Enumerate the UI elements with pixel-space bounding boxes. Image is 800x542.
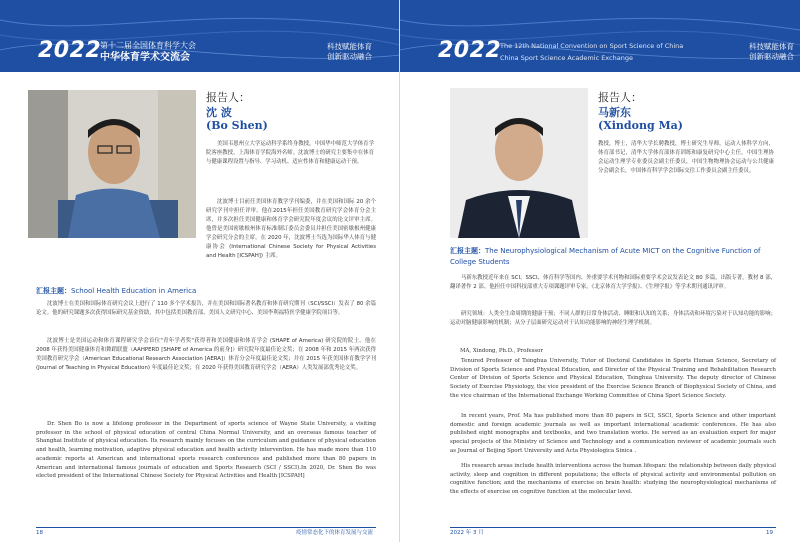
reporter-photo-xindong-ma [450, 88, 588, 238]
header-conference-name [500, 41, 683, 63]
theme-line-2: 创新驱动融合 [327, 52, 372, 61]
right-header-banner [400, 0, 800, 72]
left-reporter-label: 报告人： [206, 91, 250, 104]
header-year: 2022 [438, 38, 502, 63]
right-reporter-name-en: (Xindong Ma) [598, 119, 683, 132]
left-footer-text: 疫情常态化下的体育发展与交流 [296, 530, 374, 536]
header-year: 2022 [38, 38, 102, 63]
right-summary-cn-1: 马新东教授近年来在 SCI、SSCI、体育科学等国内、外重要学术刊物和国际重要学术会议发表论文 80 多篇，出版专著，教材 8 部，翻译著作 2 部。他担任中国科技部重大专项课题评审专家，《北京体育大学学报》、《生理学报》等学术期刊通讯评审。 [450, 275, 776, 290]
right-page [400, 0, 800, 542]
header-conference-name [100, 41, 196, 63]
right-page-number: 19 [766, 530, 773, 536]
conference-line-1: 第十二届全国体育科学大会 [100, 41, 196, 50]
header-theme [749, 42, 794, 62]
right-bio-en-title: MA, Xindong, Ph.D., Professor [460, 348, 543, 354]
conference-line-2: 中华体育学术交流会 [100, 52, 190, 63]
right-topic [450, 246, 776, 268]
right-bio-en-3: His research areas include health interventions across the human lifespan: the relationship between daily physical activity, sleep and cognition in different populations; the effects of physical activity and environmental pollution on cognitive function; and the mechanisms of exercise on brain health: studying the neurophysiological mechanisms of the effects of exercise on cognitive function at the molecular level. [450, 463, 776, 496]
left-reporter-name-cn: 沈 波 [206, 106, 232, 119]
conference-line-1-en: The 12th National Convention on Sport Science of China [500, 42, 684, 50]
right-footer-rule [450, 527, 776, 528]
theme-line-1: 科技赋能体育 [327, 42, 372, 51]
left-bio-cn-2: 沈波博士目前任美国体育教学学刊编委，并在美国和国际 20 余个研究学刊中担任评审。他在2015年担任美国教育研究学会体育分会主席，并多次担任美国健康和体育学会研究院年度会议的论文评审主席。他曾是美国密歇根州体育标准制订委员会委员并担任美国密歇根州健康学会研究分会的主席，在 2020 年，沈波博士当选为国际华人体育与健康协会 (International Chinese Society for Physical Activities and Health [ICSPAH]) 主席。 [206, 199, 376, 259]
right-footer-text: 2022 年 3 月 [450, 530, 484, 536]
left-page-number: 18 [36, 530, 43, 536]
right-topic-label: 汇报主题： [450, 247, 485, 255]
right-bio-en-1: Tenured Professor of Tsinghua University, Tutor of Doctoral Candidates in Sports Human Science, Secretary of Division of Sports Science and Physical Education, and Director of the Physical Training and Rehabilitation Research Center of Division of Sports Science and Physical Education, Tsinghua University. The deputy director of Chinese Society of Exercise Physiology, the vice president of the Exercise Science Branch of Biophysical Society of China, and the vice chairman of the International Exchange Working Committee of China Sport Science Society. [450, 358, 776, 399]
right-bio-en-2: In recent years, Prof. Ma has published more than 80 papers in SCI, SSCI, Sports Science and other important domestic and foreign academic journals as well as important international academic conferences. He has also published eight monographs and textbooks, and two translation works. He served as an evaluation expert for major special projects of the Ministry of Science and Technology and a communication reviewer of academic journals such as Journal of Beijing Sport University and Acta Physiologica Sinica . [450, 413, 776, 454]
left-bio-en-1: Dr. Shen Bo is now a lifelong professor in the Department of sports science of Wayne State University, a visiting professor in the school of physical education of central China Normal University, and an overseas famous teacher of Shanghai Institute of physical education. Its research mainly focuses on the curriculum and guidance of physical education and health, learning motivation, adaptive physical education and health activity intervention. He has made more than 110 academic reports at American and international sports research conferences and published more than 80 papers in American and international famous journals of education and Sports Research (SCI / SSCI).In 2020, Dr. Shen Bo was elected president of the International Chinese Society for Physical Activities and Health [ICSPAH] [36, 421, 376, 480]
theme-line-1: 科技赋能体育 [749, 42, 794, 51]
right-reporter-label: 报告人： [598, 91, 642, 104]
right-reporter-name-cn: 马新东 [598, 106, 631, 119]
right-bio-cn-1: 教授，博士，清华大学长聘教授，博士研究生导师，运动人体科学方向，体育部书记，清华大学体育部体育训练和康复研究中心主任，中国生理协会运动生理学专业委员会副主任委员，中国生物物理协会运动与公共健康分会副会长，中国体育科学学会国际交往工作委员会副主任委员。 [598, 141, 774, 174]
header-theme [327, 42, 372, 62]
left-summary-cn-1: 沈波博士在美国和国际体育研究会议上进行了 110 多个学术报告，并在美国和国际著名教育和体育研究期刊（SCI/SSCI）发表了 80 余篇论文。他的研究课题多次获得国际研究基金资助，其中包括美国教育部、美国人文研究中心、美国李利福特医学健康学院项目等。 [36, 301, 376, 316]
left-topic-label: 汇报主题： [36, 287, 71, 295]
left-topic [36, 286, 376, 297]
right-summary-cn-2: 研究领域：人类全生命周期的健康干预；不同人群的日常身体活动、睡眠和认知的关系；身体活动和环境污染对于认知功能的影响；运动对脑健康影响的机制；从分子层面研究运动对于认知功能影响的神经生理学机制。 [450, 311, 776, 326]
left-topic-title: School Health Education in America [71, 287, 197, 295]
left-summary-cn-2: 沈波博士是美国运动和体育课程研究学会首位"青年学者奖"获得者和美国健康和体育学会 (SHAPE of America) 研究院的院士。他在 2008 年获得美国健康体育和舞蹈联盟（AAHPERD [SHAPE of America 的前身]）研究院年度最佳论文奖；在 2008 年和 2015 年两次获得美国教育研究学会（American Educational Research Association [AERA]）体育分会年度最佳论文奖；并在 2015 年获美国体育教学学刊 (Journal of Teaching in Physical Education) 年度最佳论文奖；在 2020 年获得美国教育研究学会（AERA）人类发展部优秀论文奖。 [36, 338, 376, 371]
left-header-banner [0, 0, 400, 72]
right-topic-title: The Neurophysiological Mechanism of Acute MICT on the Cognitive Function of College Students [450, 247, 761, 266]
conference-line-2-en: China Sport Science Academic Exchange [500, 54, 633, 62]
left-reporter-name-en: (Bo Shen) [206, 119, 268, 132]
left-bio-cn-1: 美国韦恩州立大学运动科学系终身教授，中国华中师范大学体育学院客座教授，上海体育学院海外名师。沈波博士的研究主要集中在体育与健康课程设置与指导、学习动机、适应性体育和健康运动干预。 [206, 141, 374, 165]
theme-line-2: 创新驱动融合 [749, 52, 794, 61]
